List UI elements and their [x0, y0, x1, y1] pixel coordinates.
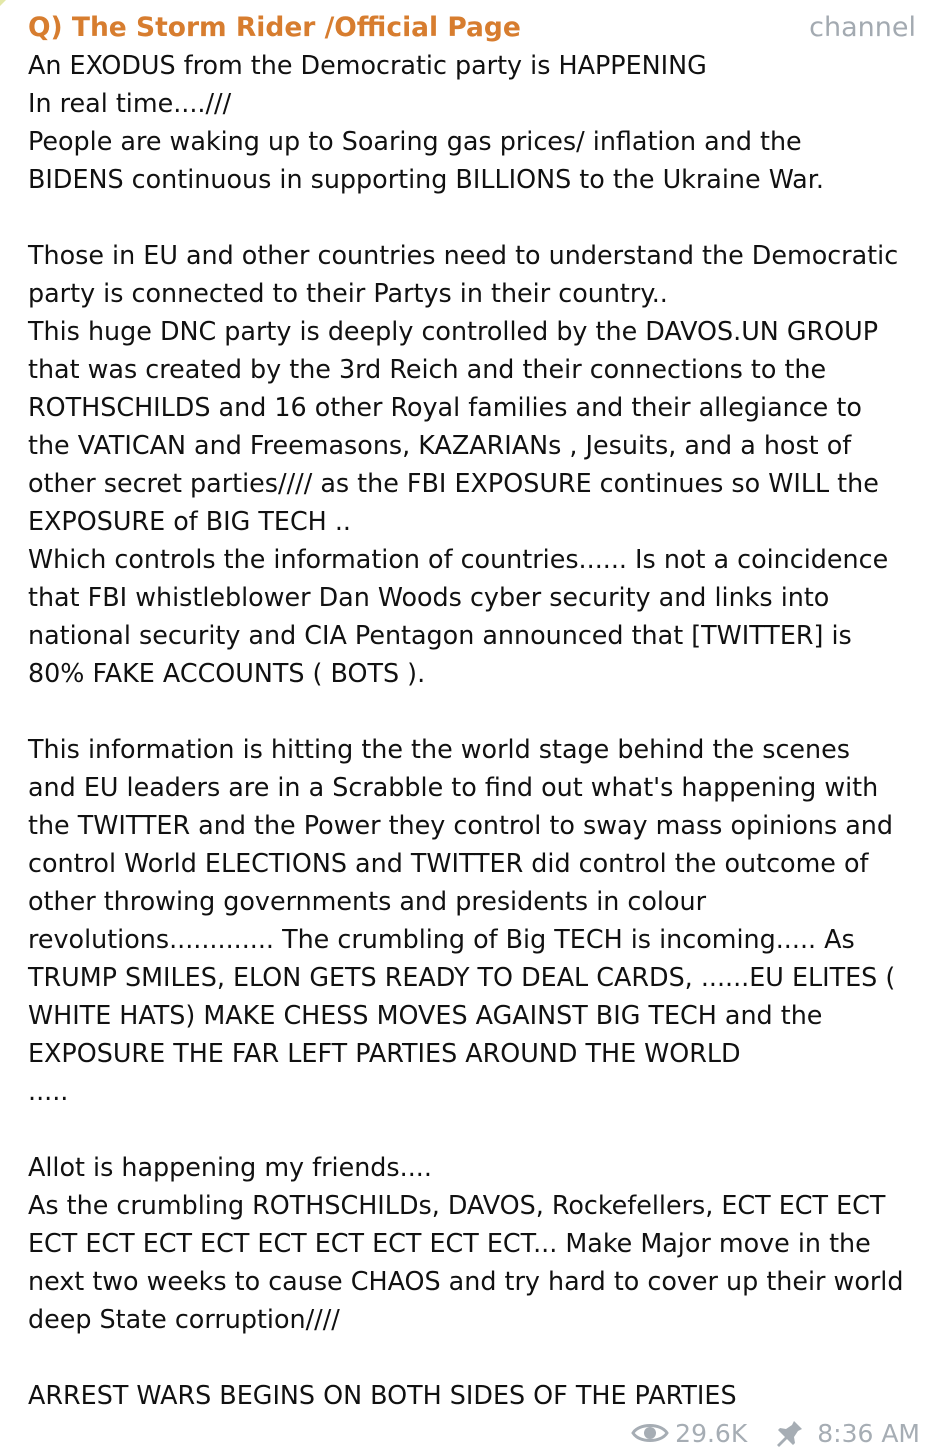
message-line: ECT ECT ECT ECT ECT ECT ECT ECT ECT... Make Major move in the — [28, 1228, 871, 1258]
message-line: ..... — [28, 1076, 69, 1106]
message-line: BIDENS continuous in supporting BILLIONS to the Ukraine War. — [28, 164, 824, 194]
message-line: People are waking up to Soaring gas prices/ inflation and the — [28, 126, 802, 156]
eye-icon — [631, 1421, 669, 1445]
message-line: ARREST WARS BEGINS ON BOTH SIDES OF THE PARTIES — [28, 1380, 737, 1410]
post-header — [28, 8, 916, 48]
message-line: that FBI whistleblower Dan Woods cyber security and links into — [28, 582, 830, 612]
message-line: revolutions............. The crumbling of Big TECH is incoming..... As — [28, 924, 855, 954]
blank-line — [28, 1338, 928, 1376]
views-count: 29.6K — [675, 1418, 748, 1448]
message-line: control World ELECTIONS and TWITTER did control the outcome of — [28, 848, 869, 878]
channel-badge: channel — [809, 12, 916, 43]
message-line: other secret parties//// as the FBI EXPOSURE continues so WILL the — [28, 468, 879, 498]
message-line: Those in EU and other countries need to understand the Democratic — [28, 240, 899, 270]
message-line: national security and CIA Pentagon announced that [TWITTER] is — [28, 620, 852, 650]
channel-title-link[interactable]: Q) The Storm Rider /Official Page — [28, 12, 521, 43]
message-line: In real time..../// — [28, 88, 232, 118]
message-line: other throwing governments and presidents in colour — [28, 886, 707, 916]
message-line: An EXODUS from the Democratic party is HAPPENING — [28, 50, 707, 80]
message-line: 80% FAKE ACCOUNTS ( BOTS ). — [28, 658, 426, 688]
corner-marker — [0, 0, 6, 6]
message-line: EXPOSURE THE FAR LEFT PARTIES AROUND THE WORLD — [28, 1038, 741, 1068]
blank-line — [28, 198, 928, 236]
message-line: that was created by the 3rd Reich and their connections to the — [28, 354, 827, 384]
message-line: Which controls the information of countries...... Is not a coincidence — [28, 544, 889, 574]
message-line: deep State corruption//// — [28, 1304, 340, 1334]
message-line: As the crumbling ROTHSCHILDs, DAVOS, Rockefellers, ECT ECT ECT — [28, 1190, 886, 1220]
message-body — [28, 46, 928, 1414]
pin-icon — [775, 1418, 803, 1448]
post-time: 8:36 AM — [817, 1418, 920, 1448]
message-line: This huge DNC party is deeply controlled by the DAVOS.UN GROUP — [28, 316, 879, 346]
message-line: TRUMP SMILES, ELON GETS READY TO DEAL CARDS, ......EU ELITES ( — [28, 962, 896, 992]
message-line: Allot is happening my friends.... — [28, 1152, 432, 1182]
message-line: WHITE HATS) MAKE CHESS MOVES AGAINST BIG TECH and the — [28, 1000, 823, 1030]
message-line: and EU leaders are in a Scrabble to find out what's happening with — [28, 772, 879, 802]
post-footer — [631, 1414, 920, 1452]
message-line: party is connected to their Partys in their country.. — [28, 278, 668, 308]
blank-line — [28, 1110, 928, 1148]
message-line: ROTHSCHILDS and 16 other Royal families and their allegiance to — [28, 392, 862, 422]
message-line: the TWITTER and the Power they control to sway mass opinions and — [28, 810, 894, 840]
blank-line — [28, 692, 928, 730]
message-line: This information is hitting the the world stage behind the scenes — [28, 734, 850, 764]
message-line: EXPOSURE of BIG TECH .. — [28, 506, 351, 536]
message-line: the VATICAN and Freemasons, KAZARIANs , Jesuits, and a host of — [28, 430, 852, 460]
message-line: next two weeks to cause CHAOS and try hard to cover up their world — [28, 1266, 904, 1296]
